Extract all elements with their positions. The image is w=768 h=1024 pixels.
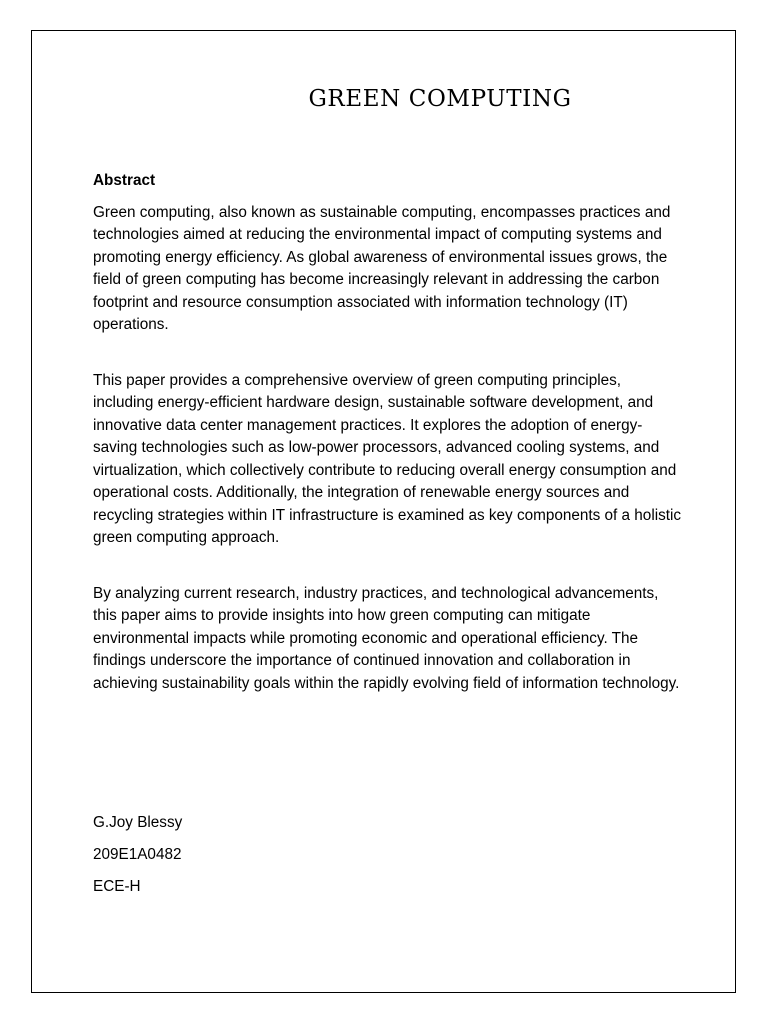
author-department: ECE-H xyxy=(93,878,141,895)
abstract-section xyxy=(93,170,683,695)
author-name: G.Joy Blessy xyxy=(93,814,183,831)
abstract-paragraph-1: Green computing, also known as sustainable computing, encompasses practices and technologies aimed at reducing the environmental impact of computing systems and promoting energy efficiency. As global awareness of environmental issues grows, the field of green computing has become increasingly relevant in addressing the carbon footprint and resource consumption associated with information technology (IT) operations. xyxy=(93,203,671,333)
abstract-paragraph-3: By analyzing current research, industry practices, and technological advancements, this paper aims to provide insights into how green computing can mitigate environmental impacts while promoting economic and operational efficiency. The findings underscore the importance of continued innovation and collaboration in achieving sustainability goals within the rapidly evolving field of information technology. xyxy=(93,584,680,692)
document-title: GREEN COMPUTING xyxy=(308,86,572,112)
abstract-paragraph-2: This paper provides a comprehensive overview of green computing principles, including energy-efficient hardware design, sustainable software development, and innovative data center management practices. It explores the adoption of energy-saving technologies such as low-power processors, advanced cooling systems, and virtualization, which collectively contribute to reducing overall energy consumption and operational costs. Additionally, the integration of renewable energy sources and recycling strategies within IT infrastructure is examined as key components of a holistic green computing approach. xyxy=(93,371,682,546)
author-roll-number: 209E1A0482 xyxy=(93,846,182,863)
abstract-heading: Abstract xyxy=(93,172,156,189)
author-block xyxy=(93,812,182,908)
